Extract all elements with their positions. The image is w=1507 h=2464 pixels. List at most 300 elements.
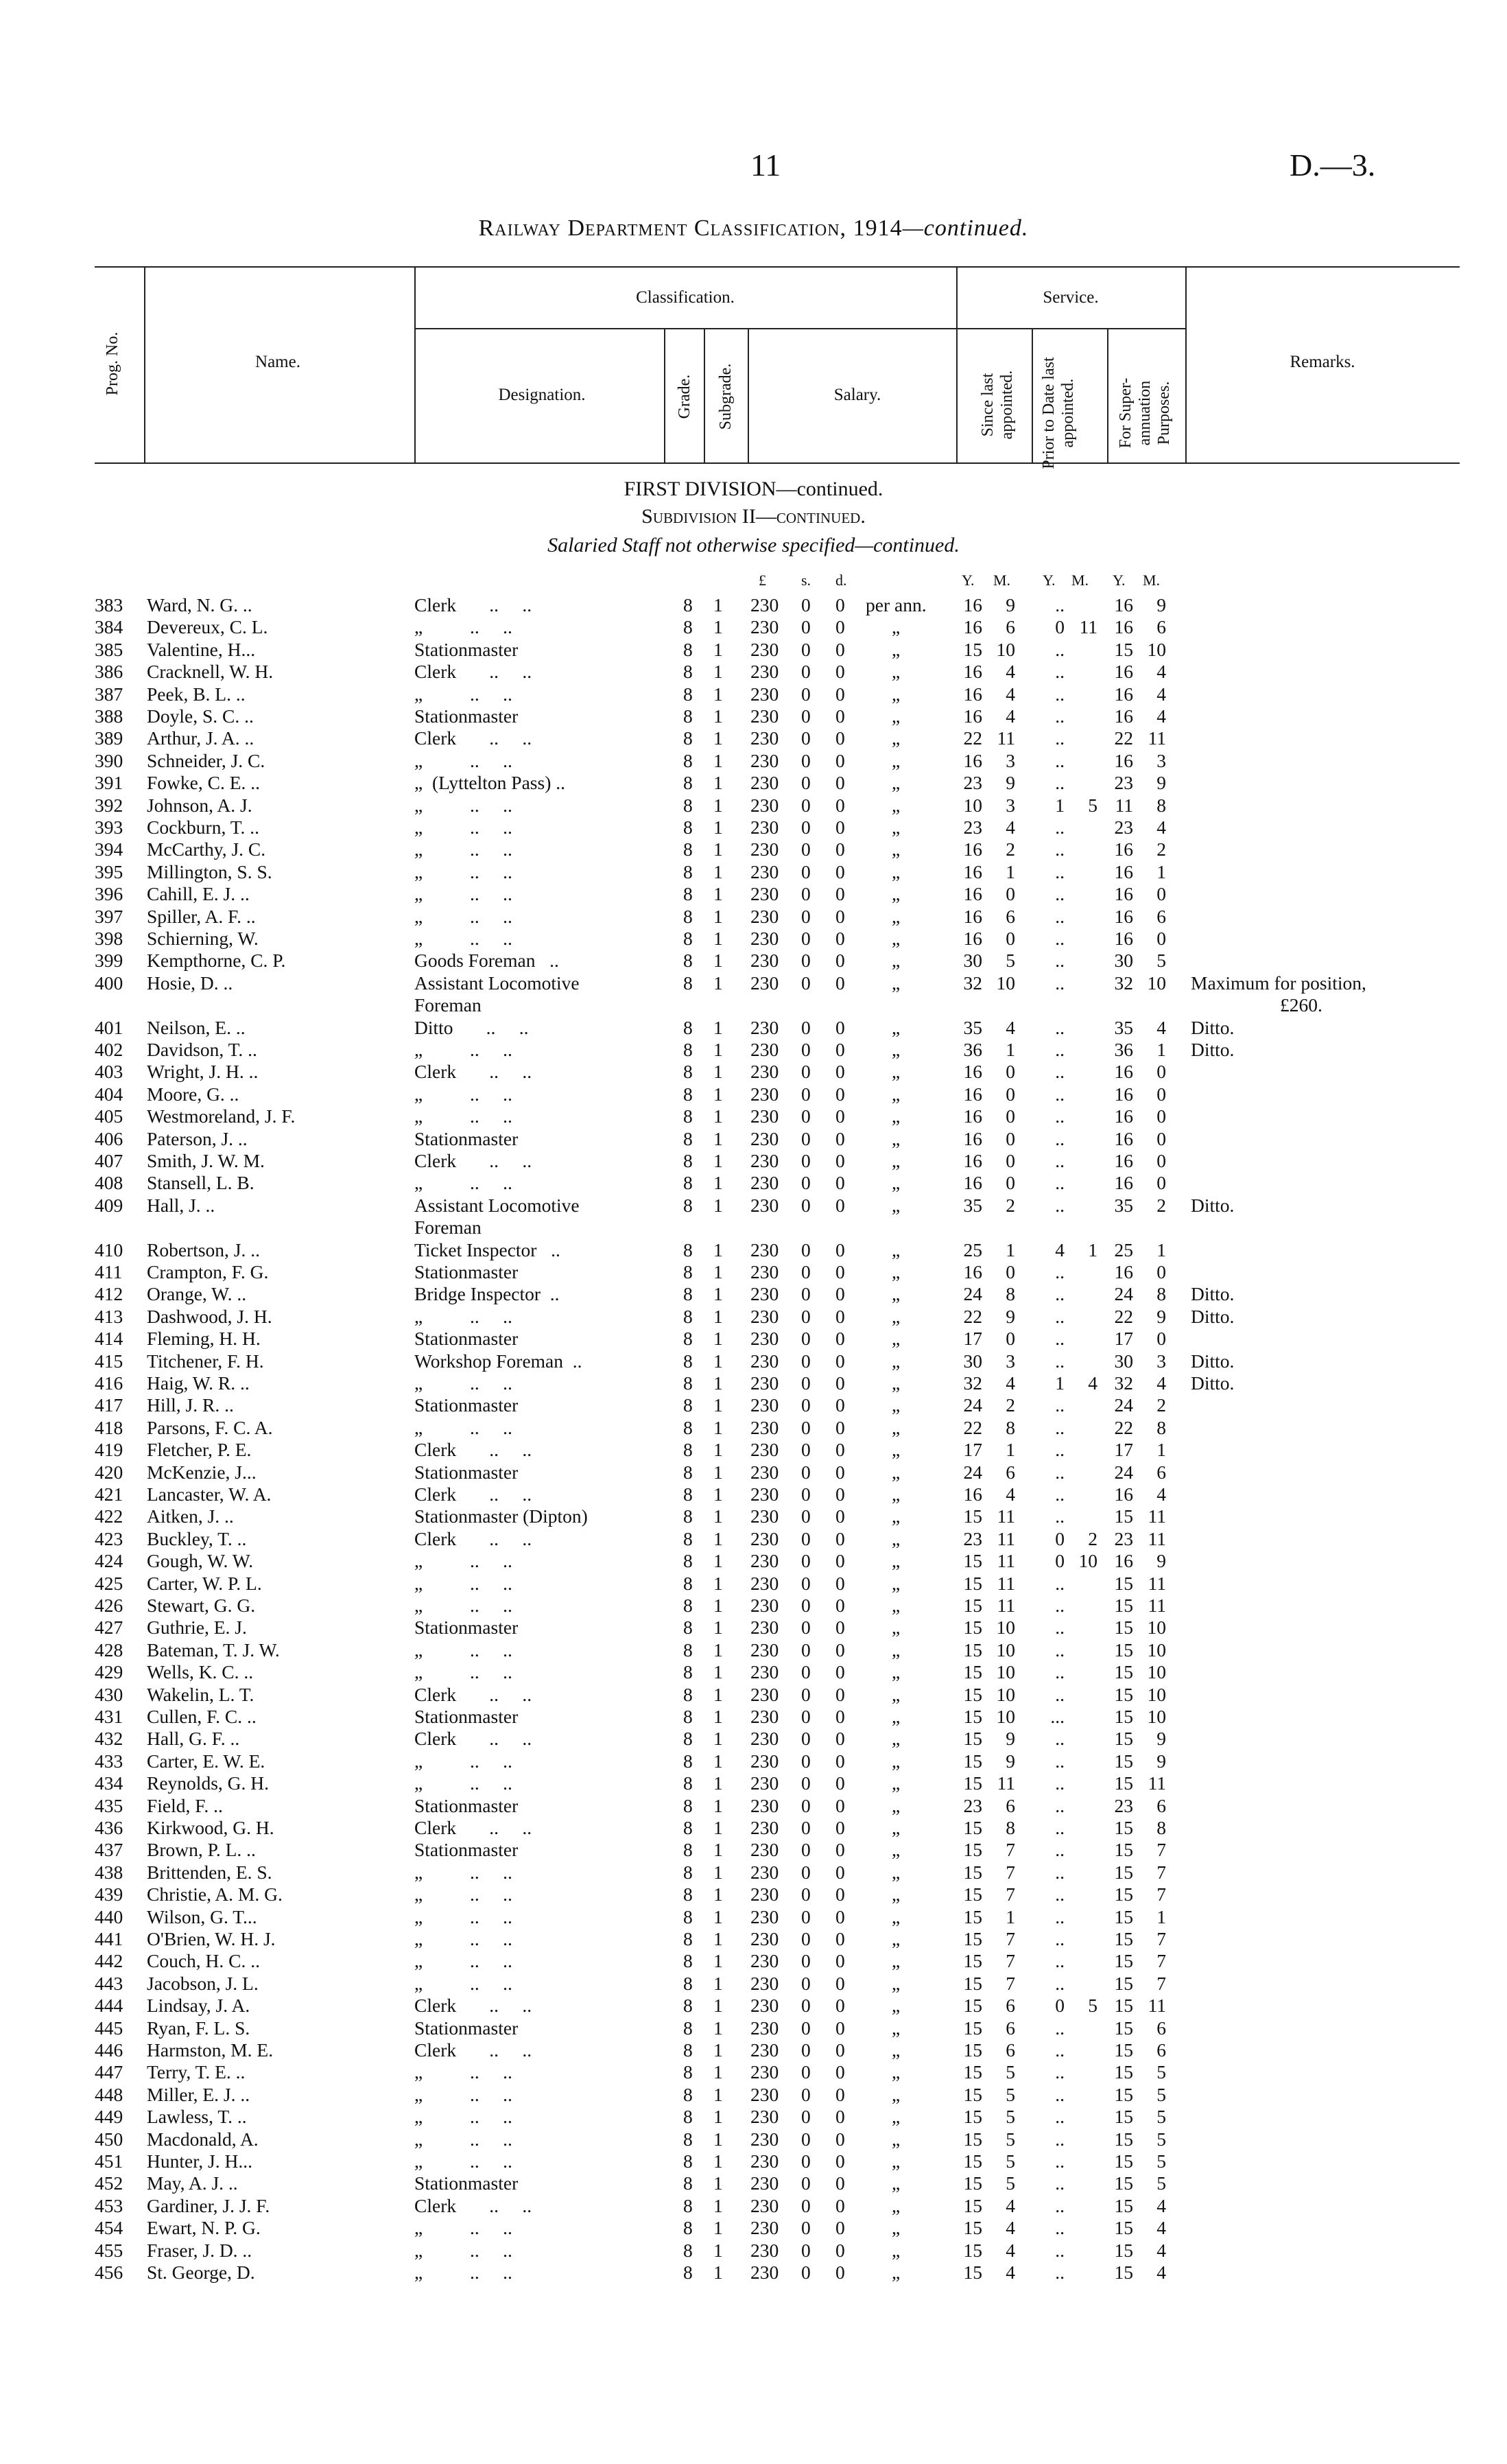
since-years-cell: 32 bbox=[963, 972, 982, 994]
grade-cell: 8 bbox=[683, 972, 693, 994]
super-years-cell: 32 bbox=[1114, 972, 1133, 994]
subgrade-cell: 1 bbox=[713, 2262, 723, 2283]
name-cell: Parsons, F. C. A. bbox=[147, 1416, 273, 1438]
super-months-cell: 7 bbox=[1156, 1884, 1166, 1905]
salary-shillings-cell: 0 bbox=[801, 594, 811, 615]
since-months-cell: 0 bbox=[1006, 1261, 1015, 1282]
designation-cell: Stationmaster bbox=[414, 1127, 519, 1149]
name-cell: Lawless, T. .. bbox=[147, 2106, 247, 2128]
salary-shillings-cell: 0 bbox=[801, 1105, 811, 1127]
salary-pounds-cell: 230 bbox=[750, 1416, 779, 1438]
name-cell: Lancaster, W. A. bbox=[147, 1483, 272, 1505]
salary-period-cell: „ bbox=[892, 705, 901, 727]
grade-cell: 8 bbox=[683, 749, 693, 771]
unit-pounds: £ bbox=[759, 572, 766, 589]
name-cell: Johnson, A. J. bbox=[147, 794, 252, 816]
designation-cell: Clerk .. .. bbox=[414, 1483, 532, 1505]
salary-period-cell: „ bbox=[892, 1194, 901, 1216]
subgrade-cell: 1 bbox=[713, 1016, 723, 1038]
since-years-cell: 16 bbox=[963, 749, 982, 771]
subgrade-cell: 1 bbox=[713, 2194, 723, 2216]
designation-cell: Stationmaster bbox=[414, 1328, 519, 1350]
prior-years-cell: .. bbox=[1055, 928, 1065, 949]
salary-period-cell: „ bbox=[892, 1639, 901, 1661]
grade-cell: 8 bbox=[683, 2217, 693, 2239]
prior-years-cell: .. bbox=[1055, 2017, 1065, 2039]
since-years-cell: 15 bbox=[963, 2150, 982, 2172]
name-cell: Hosie, D. .. bbox=[147, 972, 233, 994]
table-row bbox=[0, 1728, 1507, 1750]
name-cell: Fraser, J. D. .. bbox=[147, 2239, 252, 2261]
since-years-cell: 16 bbox=[963, 1483, 982, 1505]
prog-no-cell: 439 bbox=[95, 1884, 123, 1905]
table-row bbox=[0, 1639, 1507, 1661]
salary-period-cell: „ bbox=[892, 1283, 901, 1305]
subgrade-cell: 1 bbox=[713, 794, 723, 816]
salary-pounds-cell: 230 bbox=[750, 1794, 779, 1816]
designation-cell: Clerk .. .. bbox=[414, 594, 532, 615]
prog-no-cell: 429 bbox=[95, 1661, 123, 1683]
salary-period-cell: „ bbox=[892, 749, 901, 771]
salary-pence-cell: 0 bbox=[835, 838, 845, 860]
prior-years-cell: .. bbox=[1055, 1350, 1065, 1372]
salary-pence-cell: 0 bbox=[835, 1061, 845, 1083]
super-years-cell: 25 bbox=[1114, 1239, 1133, 1260]
designation-cell: „ .. .. bbox=[414, 1905, 512, 1927]
since-years-cell: 16 bbox=[963, 883, 982, 905]
grade-cell: 8 bbox=[683, 1839, 693, 1861]
unit-y3: Y. bbox=[1113, 572, 1126, 589]
since-months-cell: 9 bbox=[1006, 594, 1015, 615]
prior-years-cell: .. bbox=[1055, 1661, 1065, 1683]
table-row bbox=[0, 1462, 1507, 1483]
since-years-cell: 15 bbox=[963, 2039, 982, 2061]
grade-cell: 8 bbox=[683, 817, 693, 838]
super-months-cell: 4 bbox=[1156, 2239, 1166, 2261]
table-row bbox=[0, 1550, 1507, 1572]
designation-cell: Assistant Locomotive bbox=[414, 972, 580, 994]
name-cell: Gough, W. W. bbox=[147, 1550, 254, 1572]
remarks-cell: Ditto. bbox=[1191, 1194, 1235, 1216]
name-cell: Ryan, F. L. S. bbox=[147, 2017, 250, 2039]
prog-no-cell: 387 bbox=[95, 683, 123, 705]
super-years-cell: 30 bbox=[1114, 1350, 1133, 1372]
super-years-cell: 23 bbox=[1114, 1794, 1133, 1816]
salary-shillings-cell: 0 bbox=[801, 1595, 811, 1616]
table-row bbox=[0, 1973, 1507, 1995]
since-months-cell: 9 bbox=[1006, 1728, 1015, 1750]
since-months-cell: 3 bbox=[1006, 794, 1015, 816]
since-years-cell: 15 bbox=[963, 1950, 982, 1972]
subgrade-cell: 1 bbox=[713, 1794, 723, 1816]
salary-shillings-cell: 0 bbox=[801, 1194, 811, 1216]
grade-cell: 8 bbox=[683, 594, 693, 615]
subgrade-cell: 1 bbox=[713, 1661, 723, 1683]
name-cell: Dashwood, J. H. bbox=[147, 1305, 272, 1327]
prog-no-cell: 453 bbox=[95, 2194, 123, 2216]
salary-period-cell: „ bbox=[892, 817, 901, 838]
since-months-cell: 7 bbox=[1006, 1950, 1015, 1972]
prior-years-cell: .. bbox=[1055, 2262, 1065, 2283]
prog-no-cell: 388 bbox=[95, 705, 123, 727]
designation-cell: „ .. .. bbox=[414, 1750, 512, 1772]
prior-years-cell: .. bbox=[1055, 1283, 1065, 1305]
since-years-cell: 36 bbox=[963, 1039, 982, 1060]
grade-cell: 8 bbox=[683, 1083, 693, 1105]
salary-pounds-cell: 230 bbox=[750, 1861, 779, 1883]
prog-no-cell: 404 bbox=[95, 1083, 123, 1105]
prog-no-cell: 433 bbox=[95, 1750, 123, 1772]
salary-period-cell: „ bbox=[892, 2017, 901, 2039]
salary-pence-cell: 0 bbox=[835, 1394, 845, 1416]
since-years-cell: 15 bbox=[963, 1683, 982, 1705]
prog-no-cell: 440 bbox=[95, 1905, 123, 1927]
salary-period-cell: „ bbox=[892, 1039, 901, 1060]
table-row bbox=[0, 1394, 1507, 1416]
grade-cell: 8 bbox=[683, 2172, 693, 2194]
prog-no-cell: 434 bbox=[95, 1772, 123, 1794]
subgrade-cell: 1 bbox=[713, 950, 723, 972]
salary-pence-cell: 0 bbox=[835, 2128, 845, 2150]
prior-years-cell: 0 bbox=[1055, 1527, 1065, 1549]
super-years-cell: 22 bbox=[1114, 727, 1133, 749]
salary-shillings-cell: 0 bbox=[801, 1884, 811, 1905]
since-months-cell: 10 bbox=[996, 1683, 1015, 1705]
super-months-cell: 0 bbox=[1156, 1328, 1166, 1350]
grade-cell: 8 bbox=[683, 1061, 693, 1083]
super-months-cell: 5 bbox=[1156, 2083, 1166, 2105]
salary-pence-cell: 0 bbox=[835, 2017, 845, 2039]
designation-cell: Stationmaster bbox=[414, 1461, 519, 1483]
prior-years-cell: .. bbox=[1055, 838, 1065, 860]
super-months-cell: 5 bbox=[1156, 2061, 1166, 2083]
salary-shillings-cell: 0 bbox=[801, 1905, 811, 1927]
prior-years-cell: .. bbox=[1055, 883, 1065, 905]
since-years-cell: 15 bbox=[963, 1750, 982, 1772]
salary-pounds-cell: 230 bbox=[750, 1283, 779, 1305]
super-years-cell: 15 bbox=[1114, 2128, 1133, 2150]
salary-period-cell: „ bbox=[892, 1905, 901, 1927]
since-years-cell: 15 bbox=[963, 2128, 982, 2150]
prog-no-cell: 398 bbox=[95, 928, 123, 949]
since-months-cell: 0 bbox=[1006, 1105, 1015, 1127]
salary-pence-cell: 0 bbox=[835, 1239, 845, 1260]
salary-period-cell: „ bbox=[892, 1527, 901, 1549]
designation-cell: „ .. .. bbox=[414, 2217, 512, 2239]
super-years-cell: 16 bbox=[1114, 1150, 1133, 1171]
since-months-cell: 6 bbox=[1006, 905, 1015, 927]
name-cell: Moore, G. .. bbox=[147, 1083, 239, 1105]
salary-pence-cell: 0 bbox=[835, 1861, 845, 1883]
since-months-cell: 5 bbox=[1006, 2106, 1015, 2128]
prog-no-cell: 401 bbox=[95, 1016, 123, 1038]
salary-pence-cell: 0 bbox=[835, 1905, 845, 1927]
name-cell: Wells, K. C. .. bbox=[147, 1661, 254, 1683]
prior-years-cell: .. bbox=[1055, 1061, 1065, 1083]
grade-cell: 8 bbox=[683, 1283, 693, 1305]
subgrade-cell: 1 bbox=[713, 661, 723, 683]
subgrade-cell: 1 bbox=[713, 1772, 723, 1794]
since-years-cell: 22 bbox=[963, 1305, 982, 1327]
prior-months-cell: 2 bbox=[1088, 1527, 1097, 1549]
title-continued: —continued. bbox=[902, 215, 1029, 241]
salary-pounds-cell: 230 bbox=[750, 1394, 779, 1416]
table-row bbox=[0, 661, 1507, 683]
prog-no-cell: 414 bbox=[95, 1328, 123, 1350]
salary-pounds-cell: 230 bbox=[750, 972, 779, 994]
designation-cell: „ .. .. bbox=[414, 1039, 512, 1060]
since-months-cell: 0 bbox=[1006, 1328, 1015, 1350]
prior-years-cell: .. bbox=[1055, 683, 1065, 705]
subgrade-cell: 1 bbox=[713, 1706, 723, 1727]
prog-no-cell: 437 bbox=[95, 1839, 123, 1861]
salary-pence-cell: 0 bbox=[835, 972, 845, 994]
designation-cell: „ .. .. bbox=[414, 1083, 512, 1105]
salary-shillings-cell: 0 bbox=[801, 1817, 811, 1838]
prior-years-cell: 1 bbox=[1055, 794, 1065, 816]
salary-period-cell: „ bbox=[892, 1950, 901, 1972]
designation-cell: Clerk .. .. bbox=[414, 2039, 532, 2061]
super-months-cell: 10 bbox=[1147, 1683, 1166, 1705]
subgrade-cell: 1 bbox=[713, 727, 723, 749]
salary-pence-cell: 0 bbox=[835, 772, 845, 794]
since-years-cell: 35 bbox=[963, 1194, 982, 1216]
grade-cell: 8 bbox=[683, 1039, 693, 1060]
name-cell: Ewart, N. P. G. bbox=[147, 2217, 261, 2239]
salary-pounds-cell: 230 bbox=[750, 1683, 779, 1705]
prog-no-cell: 436 bbox=[95, 1817, 123, 1838]
designation-cell: „ .. .. bbox=[414, 2128, 512, 2150]
grade-cell: 8 bbox=[683, 1416, 693, 1438]
subgrade-cell: 1 bbox=[713, 1328, 723, 1350]
grade-cell: 8 bbox=[683, 1972, 693, 1994]
salary-pence-cell: 0 bbox=[835, 683, 845, 705]
salary-period-cell: „ bbox=[892, 794, 901, 816]
prior-years-cell: .. bbox=[1055, 2061, 1065, 2083]
salary-pence-cell: 0 bbox=[835, 661, 845, 683]
table-row bbox=[0, 1906, 1507, 1928]
designation-cell: Stationmaster bbox=[414, 1794, 519, 1816]
super-years-cell: 15 bbox=[1114, 2194, 1133, 2216]
unit-m3: M. bbox=[1143, 572, 1161, 589]
name-cell: Christie, A. M. G. bbox=[147, 1884, 283, 1905]
designation-cell: „ .. .. bbox=[414, 794, 512, 816]
salary-pence-cell: 0 bbox=[835, 2083, 845, 2105]
grade-cell: 8 bbox=[683, 1905, 693, 1927]
name-cell: Cockburn, T. .. bbox=[147, 817, 259, 838]
prog-no-cell: 415 bbox=[95, 1350, 123, 1372]
salary-pounds-cell: 230 bbox=[750, 1305, 779, 1327]
name-cell: Field, F. .. bbox=[147, 1794, 223, 1816]
salary-period-cell: „ bbox=[892, 2061, 901, 2083]
salary-period-cell: „ bbox=[892, 1683, 901, 1705]
since-years-cell: 32 bbox=[963, 1372, 982, 1394]
salary-pounds-cell: 230 bbox=[750, 1661, 779, 1683]
salary-pounds-cell: 230 bbox=[750, 883, 779, 905]
since-years-cell: 15 bbox=[963, 2194, 982, 2216]
grade-cell: 8 bbox=[683, 1239, 693, 1260]
salary-pence-cell: 0 bbox=[835, 1750, 845, 1772]
name-cell: Buckley, T. .. bbox=[147, 1527, 247, 1549]
salary-pounds-cell: 230 bbox=[750, 1105, 779, 1127]
salary-period-cell: „ bbox=[892, 1372, 901, 1394]
since-years-cell: 30 bbox=[963, 950, 982, 972]
since-years-cell: 15 bbox=[963, 1861, 982, 1883]
super-years-cell: 15 bbox=[1114, 1950, 1133, 1972]
grade-cell: 8 bbox=[683, 772, 693, 794]
remarks-cell: Ditto. bbox=[1191, 1372, 1235, 1394]
name-cell: Davidson, T. .. bbox=[147, 1039, 257, 1060]
salary-period-cell: „ bbox=[892, 1483, 901, 1505]
prior-years-cell: .. bbox=[1055, 1728, 1065, 1750]
unit-y1: Y. bbox=[962, 572, 975, 589]
subgrade-cell: 1 bbox=[713, 638, 723, 660]
subgrade-cell: 1 bbox=[713, 1884, 723, 1905]
salary-pence-cell: 0 bbox=[835, 1328, 845, 1350]
table-row bbox=[0, 1928, 1507, 1950]
super-years-cell: 16 bbox=[1114, 1261, 1133, 1282]
prog-no-cell: 430 bbox=[95, 1683, 123, 1705]
since-years-cell: 15 bbox=[963, 638, 982, 660]
prior-years-cell: .. bbox=[1055, 1194, 1065, 1216]
since-years-cell: 15 bbox=[963, 1728, 982, 1750]
name-cell: Haig, W. R. .. bbox=[147, 1372, 250, 1394]
name-cell: Brown, P. L. .. bbox=[147, 1839, 256, 1861]
since-months-cell: 11 bbox=[997, 727, 1015, 749]
salary-pence-cell: 0 bbox=[835, 1483, 845, 1505]
since-months-cell: 9 bbox=[1006, 772, 1015, 794]
salary-pence-cell: 0 bbox=[835, 1839, 845, 1861]
since-years-cell: 16 bbox=[963, 1127, 982, 1149]
salary-pence-cell: 0 bbox=[835, 1595, 845, 1616]
designation-cell: „ .. .. bbox=[414, 1416, 512, 1438]
salary-pence-cell: 0 bbox=[835, 883, 845, 905]
salary-pounds-cell: 230 bbox=[750, 905, 779, 927]
salary-period-cell: „ bbox=[892, 1817, 901, 1838]
salary-pounds-cell: 230 bbox=[750, 616, 779, 638]
super-years-cell: 15 bbox=[1114, 1995, 1133, 2017]
since-months-cell: 10 bbox=[996, 1706, 1015, 1727]
since-months-cell: 1 bbox=[1006, 1239, 1015, 1260]
since-years-cell: 15 bbox=[963, 1639, 982, 1661]
salary-pounds-cell: 230 bbox=[750, 1172, 779, 1194]
grade-cell: 8 bbox=[683, 883, 693, 905]
prog-no-cell: 448 bbox=[95, 2083, 123, 2105]
since-months-cell: 8 bbox=[1006, 1283, 1015, 1305]
name-cell: Jacobson, J. L. bbox=[147, 1972, 259, 1994]
salary-pounds-cell: 230 bbox=[750, 1728, 779, 1750]
salary-pence-cell: 0 bbox=[835, 1283, 845, 1305]
designation-cell: Stationmaster bbox=[414, 1706, 519, 1727]
super-years-cell: 24 bbox=[1114, 1461, 1133, 1483]
table-row bbox=[0, 1105, 1507, 1127]
grade-cell: 8 bbox=[683, 838, 693, 860]
salary-pence-cell: 0 bbox=[835, 1661, 845, 1683]
designation-cell: Clerk .. .. bbox=[414, 1527, 532, 1549]
grade-cell: 8 bbox=[683, 616, 693, 638]
super-years-cell: 15 bbox=[1114, 2150, 1133, 2172]
prog-no-cell: 426 bbox=[95, 1595, 123, 1616]
grade-cell: 8 bbox=[683, 1661, 693, 1683]
table-row bbox=[0, 1884, 1507, 1905]
table-row bbox=[0, 1950, 1507, 1972]
super-months-cell: 4 bbox=[1156, 1483, 1166, 1505]
salary-pounds-cell: 230 bbox=[750, 1950, 779, 1972]
designation-cell: „ .. .. bbox=[414, 928, 512, 949]
grade-cell: 8 bbox=[683, 1194, 693, 1216]
super-years-cell: 16 bbox=[1114, 860, 1133, 882]
salary-pence-cell: 0 bbox=[835, 749, 845, 771]
prior-years-cell: .. bbox=[1055, 1416, 1065, 1438]
salary-pence-cell: 0 bbox=[835, 860, 845, 882]
designation-cell: Goods Foreman .. bbox=[414, 950, 559, 972]
since-years-cell: 30 bbox=[963, 1350, 982, 1372]
name-cell: Fowke, C. E. .. bbox=[147, 772, 260, 794]
salary-pence-cell: 0 bbox=[835, 2172, 845, 2194]
col-designation: Designation. bbox=[498, 386, 586, 404]
super-months-cell: 1 bbox=[1156, 860, 1166, 882]
prior-years-cell: .. bbox=[1055, 661, 1065, 683]
grade-cell: 8 bbox=[683, 1706, 693, 1727]
super-months-cell: 9 bbox=[1156, 1728, 1166, 1750]
remarks-cell: Ditto. bbox=[1191, 1039, 1235, 1060]
salary-pounds-cell: 230 bbox=[750, 1328, 779, 1350]
since-years-cell: 16 bbox=[963, 838, 982, 860]
table-row bbox=[0, 972, 1507, 994]
prog-no-cell: 411 bbox=[95, 1261, 123, 1282]
subgrade-cell: 1 bbox=[713, 1750, 723, 1772]
designation-cell: „ .. .. bbox=[414, 883, 512, 905]
grade-cell: 8 bbox=[683, 1105, 693, 1127]
super-years-cell: 16 bbox=[1114, 1483, 1133, 1505]
subgrade-cell: 1 bbox=[713, 838, 723, 860]
salary-pounds-cell: 230 bbox=[750, 705, 779, 727]
col-grade: Grade. bbox=[676, 374, 693, 419]
unit-m2: M. bbox=[1071, 572, 1089, 589]
salary-period-cell: „ bbox=[892, 1550, 901, 1572]
prior-years-cell: .. bbox=[1055, 1083, 1065, 1105]
super-months-cell: 0 bbox=[1156, 883, 1166, 905]
designation-cell: Stationmaster bbox=[414, 638, 519, 660]
super-months-cell: 11 bbox=[1148, 1572, 1166, 1594]
salary-shillings-cell: 0 bbox=[801, 1794, 811, 1816]
prior-years-cell: .. bbox=[1055, 2128, 1065, 2150]
since-years-cell: 15 bbox=[963, 1595, 982, 1616]
salary-pounds-cell: 230 bbox=[750, 2172, 779, 2194]
salary-period-cell: „ bbox=[892, 950, 901, 972]
salary-shillings-cell: 0 bbox=[801, 838, 811, 860]
super-months-cell: 8 bbox=[1156, 1283, 1166, 1305]
salary-pounds-cell: 230 bbox=[750, 1817, 779, 1838]
unit-shillings: s. bbox=[801, 572, 811, 589]
salary-pence-cell: 0 bbox=[835, 1350, 845, 1372]
since-months-cell: 11 bbox=[997, 1527, 1015, 1549]
subgrade-cell: 1 bbox=[713, 1928, 723, 1949]
subgrade-cell: 1 bbox=[713, 2039, 723, 2061]
salary-shillings-cell: 0 bbox=[801, 972, 811, 994]
subgrade-cell: 1 bbox=[713, 883, 723, 905]
salary-pounds-cell: 230 bbox=[750, 1505, 779, 1527]
super-months-cell: 9 bbox=[1156, 1305, 1166, 1327]
salary-period-cell: „ bbox=[892, 1328, 901, 1350]
salary-shillings-cell: 0 bbox=[801, 2217, 811, 2239]
super-years-cell: 15 bbox=[1114, 2217, 1133, 2239]
prog-no-cell: 405 bbox=[95, 1105, 123, 1127]
salary-shillings-cell: 0 bbox=[801, 616, 811, 638]
salary-pounds-cell: 230 bbox=[750, 2150, 779, 2172]
table-row bbox=[0, 639, 1507, 661]
salary-pounds-cell: 230 bbox=[750, 1572, 779, 1594]
